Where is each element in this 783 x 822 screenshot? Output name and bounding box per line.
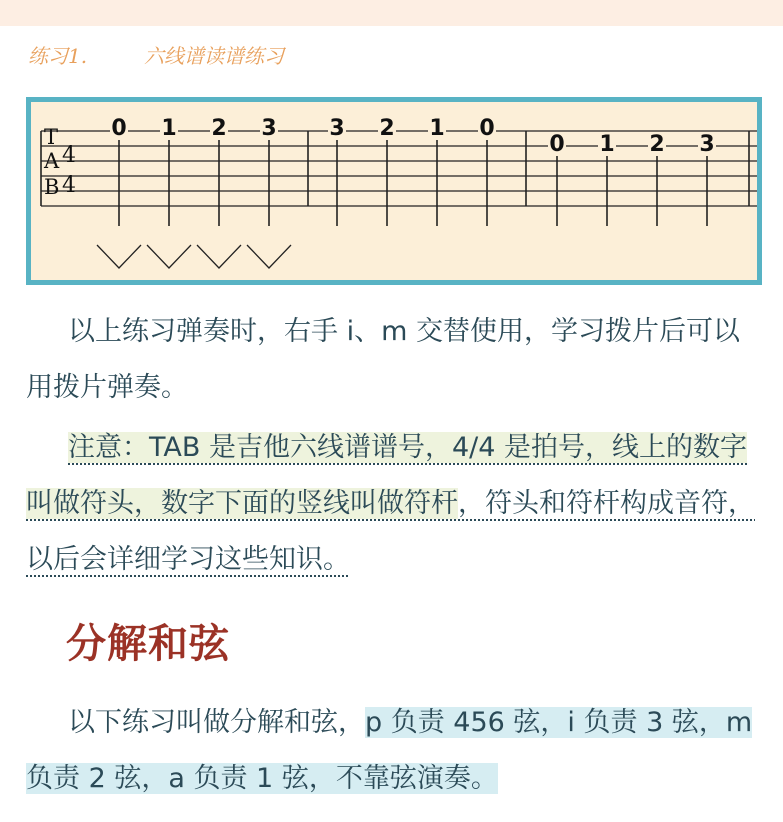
tab-clef-letter: B	[44, 175, 60, 199]
downstroke-icon	[97, 245, 141, 268]
tab-note: 0	[111, 116, 127, 141]
tab-note: 3	[261, 116, 277, 141]
tab-note: 2	[379, 116, 395, 141]
note-lead: 注意：	[68, 432, 149, 463]
tab-clef-letter: A	[44, 149, 60, 173]
downstroke-icon	[147, 245, 191, 268]
tab-note: 2	[211, 116, 227, 141]
downstroke-icon	[247, 245, 291, 268]
section-heading: 分解和弦	[66, 621, 230, 667]
downstroke-icon	[197, 245, 241, 268]
time-signature-digit: 4	[62, 143, 76, 168]
tab-clef-letter: T	[44, 125, 59, 149]
tab-note: 3	[699, 132, 715, 157]
top-band	[0, 0, 783, 26]
note-part1: TAB 是吉他六线谱谱号，4/4 是拍号，线上的数字叫做符头，数字下面的竖线叫做符杆	[26, 432, 748, 519]
tab-notation-box	[26, 97, 762, 285]
instruction-paragraph	[26, 304, 766, 416]
time-signature-digit: 4	[62, 173, 76, 198]
instruction-text: 以上练习弹奏时，右手 i、m 交替使用，学习拨片后可以用拨片弹奏。	[26, 316, 740, 403]
tab-note: 0	[549, 132, 565, 157]
tab-note: 1	[161, 116, 177, 141]
arpeggio-lead: 以下练习叫做分解和弦，	[68, 707, 365, 738]
exercise-name: 六线谱读谱练习	[144, 44, 284, 68]
exercise-number: 练习1.	[28, 44, 88, 68]
tab-staff	[31, 102, 757, 280]
arpeggio-paragraph	[26, 695, 766, 807]
tab-note: 2	[649, 132, 665, 157]
arpeggio-highlight: p 负责 456 弦，i 负责 3 弦，m 负责 2 弦，a 负责 1 弦，不靠弦演奏。	[26, 707, 753, 794]
tab-note: 0	[479, 116, 495, 141]
note-part2: ，符头和符杆构成音符，以后会详细学习这些知识。	[26, 488, 755, 575]
note-paragraph	[26, 420, 766, 588]
exercise-title	[28, 40, 284, 69]
tab-note: 3	[329, 116, 345, 141]
tab-note: 1	[429, 116, 445, 141]
tab-note: 1	[599, 132, 615, 157]
